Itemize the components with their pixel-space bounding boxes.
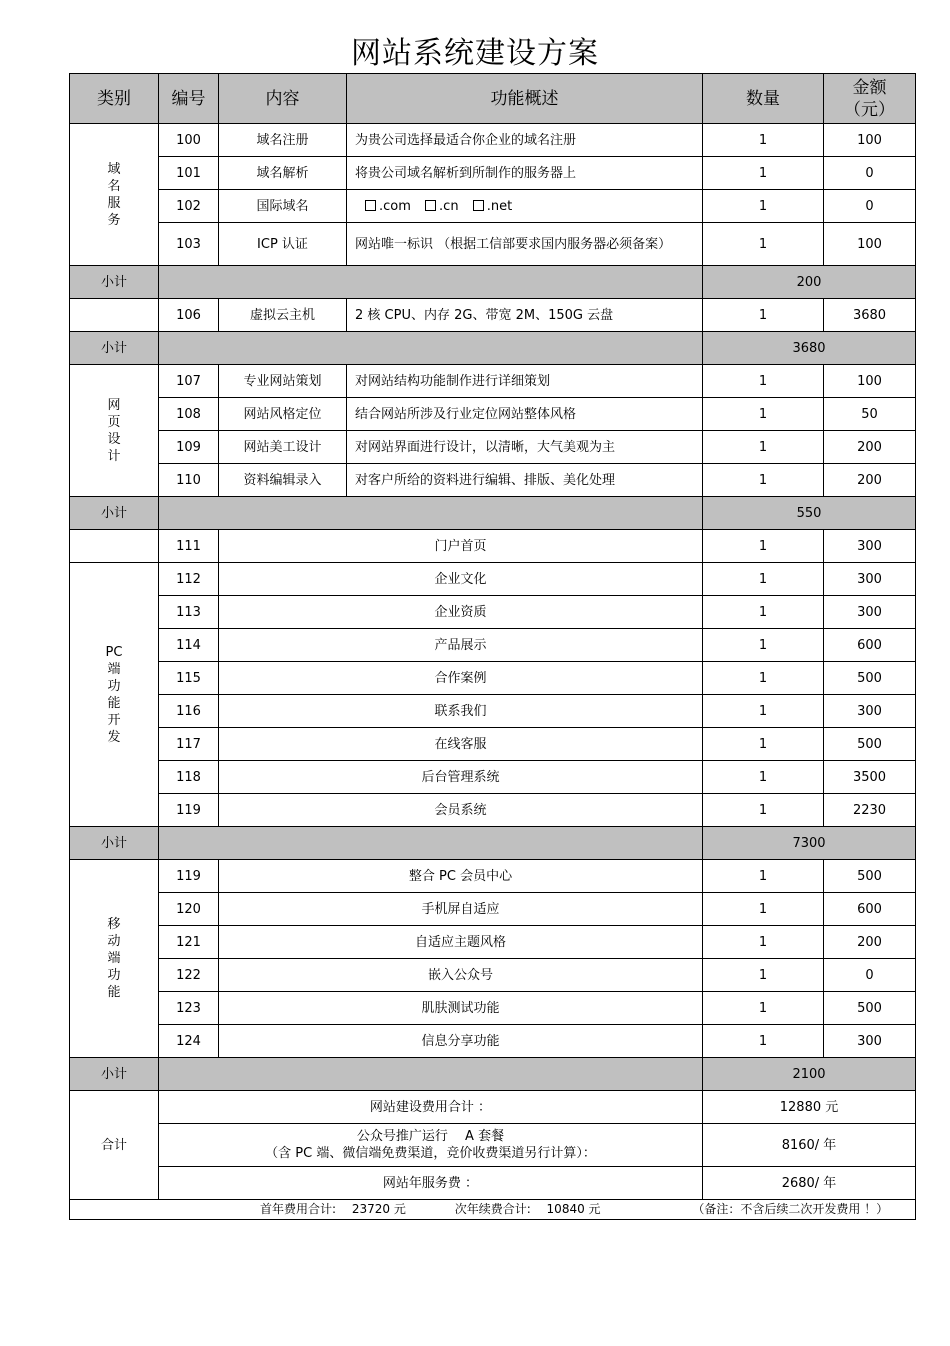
total-desc: 公众号推广运行 A 套餐 （含 PC 端、微信端免费渠道，竞价收费渠道另行计算）： <box>159 1124 703 1167</box>
item-no: 119 <box>159 794 219 827</box>
item-content: 嵌入公众号 <box>219 959 703 992</box>
item-qty: 1 <box>703 563 824 596</box>
header-description: 功能概述 <box>347 74 703 124</box>
total-value: 8160/ 年 <box>703 1124 916 1167</box>
item-amount: 500 <box>824 662 916 695</box>
subtotal-value: 3680 <box>703 332 916 365</box>
item-content: 手机屏自适应 <box>219 893 703 926</box>
item-amount: 300 <box>824 530 916 563</box>
item-content: 整合 PC 会员中心 <box>219 860 703 893</box>
item-qty: 1 <box>703 794 824 827</box>
subtotal-label: 小计 <box>70 332 159 365</box>
subtotal-label: 小计 <box>70 266 159 299</box>
item-qty: 1 <box>703 695 824 728</box>
subtotal-value: 550 <box>703 497 916 530</box>
option-com: .com <box>379 198 411 214</box>
item-no: 107 <box>159 365 219 398</box>
header-content: 内容 <box>219 74 347 124</box>
item-amount: 300 <box>824 563 916 596</box>
page-title: 网站系统建设方案 <box>351 36 599 71</box>
item-no: 118 <box>159 761 219 794</box>
item-content: 自适应主题风格 <box>219 926 703 959</box>
total-desc: 网站建设费用合计 ： <box>159 1091 703 1124</box>
item-amount: 200 <box>824 431 916 464</box>
item-amount: 500 <box>824 860 916 893</box>
subtotal-value: 2100 <box>703 1058 916 1091</box>
item-qty: 1 <box>703 629 824 662</box>
item-amount: 300 <box>824 1025 916 1058</box>
item-amount: 3680 <box>824 299 916 332</box>
item-no: 111 <box>159 530 219 563</box>
item-amount: 2230 <box>824 794 916 827</box>
total-desc: 网站年服务费 ： <box>159 1167 703 1200</box>
item-qty: 1 <box>703 299 824 332</box>
item-qty: 1 <box>703 761 824 794</box>
category-mobile: 移 动 端 功 能 <box>70 860 159 1058</box>
item-content: 会员系统 <box>219 794 703 827</box>
item-no: 108 <box>159 398 219 431</box>
item-content: 专业网站策划 <box>219 365 347 398</box>
item-content: 合作案例 <box>219 662 703 695</box>
option-cn: .cn <box>439 198 459 214</box>
item-qty: 1 <box>703 223 824 266</box>
item-qty: 1 <box>703 530 824 563</box>
item-content: 联系我们 <box>219 695 703 728</box>
item-qty: 1 <box>703 959 824 992</box>
item-qty: 1 <box>703 728 824 761</box>
category-design: 网 页 设 计 <box>70 365 159 497</box>
total-value: 2680/ 年 <box>703 1167 916 1200</box>
checkbox-net[interactable] <box>473 200 484 211</box>
item-desc: 对网站界面进行设计，以清晰，大气美观为主 <box>347 431 703 464</box>
option-net: .net <box>486 198 513 214</box>
item-content: 域名注册 <box>219 124 347 157</box>
item-amount: 3500 <box>824 761 916 794</box>
item-desc: 对客户所给的资料进行编辑、排版、美化处理 <box>347 464 703 497</box>
item-amount: 100 <box>824 365 916 398</box>
item-no: 109 <box>159 431 219 464</box>
item-content: 虚拟云主机 <box>219 299 347 332</box>
quote-table <box>69 73 916 1220</box>
item-amount: 0 <box>824 190 916 223</box>
domain-options <box>347 190 703 223</box>
item-desc: 为贵公司选择最适合你企业的域名注册 <box>347 124 703 157</box>
item-content: 网站美工设计 <box>219 431 347 464</box>
item-no: 120 <box>159 893 219 926</box>
checkbox-cn[interactable] <box>425 200 436 211</box>
item-qty: 1 <box>703 893 824 926</box>
item-no: 114 <box>159 629 219 662</box>
item-qty: 1 <box>703 398 824 431</box>
subtotal-label: 小计 <box>70 1058 159 1091</box>
item-qty: 1 <box>703 860 824 893</box>
item-amount: 0 <box>824 959 916 992</box>
footer-row <box>70 1200 916 1220</box>
item-content: 肌肤测试功能 <box>219 992 703 1025</box>
item-qty: 1 <box>703 992 824 1025</box>
category-domain: 域 名 服 务 <box>70 124 159 266</box>
item-content: 网站风格定位 <box>219 398 347 431</box>
item-desc: 网站唯一标识 （根据工信部要求国内服务器必须备案） <box>347 223 703 266</box>
item-no: 112 <box>159 563 219 596</box>
item-content: 域名解析 <box>219 157 347 190</box>
item-content: 资料编辑录入 <box>219 464 347 497</box>
item-no: 122 <box>159 959 219 992</box>
item-amount: 200 <box>824 926 916 959</box>
item-amount: 500 <box>824 728 916 761</box>
item-amount: 0 <box>824 157 916 190</box>
item-qty: 1 <box>703 431 824 464</box>
item-no: 106 <box>159 299 219 332</box>
item-qty: 1 <box>703 157 824 190</box>
item-no: 116 <box>159 695 219 728</box>
item-content: 在线客服 <box>219 728 703 761</box>
item-no: 110 <box>159 464 219 497</box>
subtotal-label: 小计 <box>70 497 159 530</box>
item-qty: 1 <box>703 124 824 157</box>
item-amount: 100 <box>824 124 916 157</box>
item-content: 企业资质 <box>219 596 703 629</box>
header-number: 编号 <box>159 74 219 124</box>
item-amount: 50 <box>824 398 916 431</box>
item-amount: 300 <box>824 695 916 728</box>
item-no: 121 <box>159 926 219 959</box>
item-no: 113 <box>159 596 219 629</box>
item-no: 119 <box>159 860 219 893</box>
item-content: 产品展示 <box>219 629 703 662</box>
item-content: 信息分享功能 <box>219 1025 703 1058</box>
header-amount: 金额 （元） <box>824 74 916 124</box>
first-year-total: 首年费用合计: 23720 元 <box>260 1202 406 1216</box>
header-category: 类别 <box>70 74 159 124</box>
category-pc: PC 端 功 能 开 发 <box>70 563 159 827</box>
item-no: 124 <box>159 1025 219 1058</box>
item-qty: 1 <box>703 596 824 629</box>
totals-label: 合计 <box>70 1091 159 1200</box>
item-desc: 结合网站所涉及行业定位网站整体风格 <box>347 398 703 431</box>
subtotal-label: 小计 <box>70 827 159 860</box>
item-desc: 对网站结构功能制作进行详细策划 <box>347 365 703 398</box>
item-amount: 100 <box>824 223 916 266</box>
item-no: 102 <box>159 190 219 223</box>
item-qty: 1 <box>703 365 824 398</box>
item-qty: 1 <box>703 926 824 959</box>
header-quantity: 数量 <box>703 74 824 124</box>
item-content: 门户首页 <box>219 530 703 563</box>
subtotal-value: 200 <box>703 266 916 299</box>
item-qty: 1 <box>703 464 824 497</box>
total-value: 12880 元 <box>703 1091 916 1124</box>
item-amount: 600 <box>824 893 916 926</box>
item-desc: 2 核 CPU、内存 2G、带宽 2M、150G 云盘 <box>347 299 703 332</box>
item-no: 100 <box>159 124 219 157</box>
item-qty: 1 <box>703 1025 824 1058</box>
item-qty: 1 <box>703 190 824 223</box>
item-no: 123 <box>159 992 219 1025</box>
item-no: 101 <box>159 157 219 190</box>
item-content: 后台管理系统 <box>219 761 703 794</box>
item-amount: 600 <box>824 629 916 662</box>
item-no: 115 <box>159 662 219 695</box>
item-content: 国际域名 <box>219 190 347 223</box>
item-desc: 将贵公司域名解析到所制作的服务器上 <box>347 157 703 190</box>
item-amount: 200 <box>824 464 916 497</box>
item-content: ICP 认证 <box>219 223 347 266</box>
renewal-total: 次年续费合计: 10840 元 <box>454 1202 601 1216</box>
item-qty: 1 <box>703 662 824 695</box>
item-no: 117 <box>159 728 219 761</box>
item-amount: 500 <box>824 992 916 1025</box>
item-no: 103 <box>159 223 219 266</box>
checkbox-com[interactable] <box>365 200 376 211</box>
item-amount: 300 <box>824 596 916 629</box>
item-content: 企业文化 <box>219 563 703 596</box>
subtotal-value: 7300 <box>703 827 916 860</box>
footer-note: （备注：不含后续二次开发费用 ！） <box>692 1202 889 1216</box>
